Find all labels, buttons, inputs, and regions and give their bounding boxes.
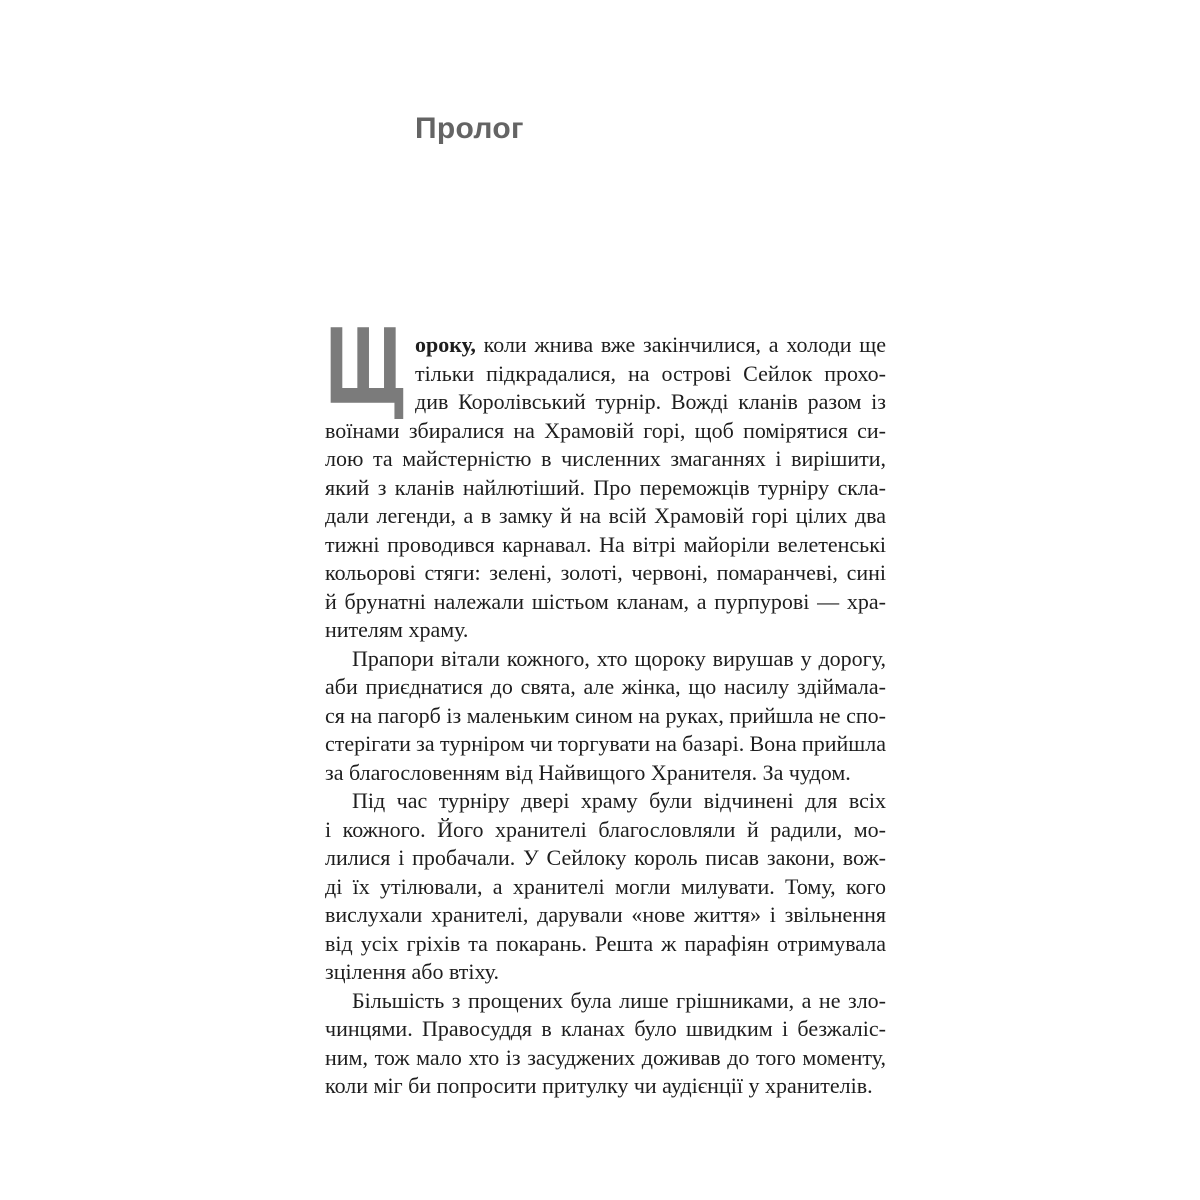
- text-line: який з кланів найлютіший. Про переможців турніру скла-: [325, 474, 886, 500]
- text-line: кольорові стяги: зелені, золоті, червоні, помаранчеві, сині: [325, 560, 886, 585]
- drop-cap: Щ: [325, 308, 407, 428]
- text-line: Більшість з прощених була лише грішниками, а не зло-: [352, 987, 886, 1013]
- bold-lead: ороку,: [415, 332, 476, 357]
- text-line: за благословенням від Найвищого Хранителя. За чудом.: [325, 759, 851, 785]
- body-text: [325, 308, 886, 1101]
- text-line: ним, тож мало хто із засуджених доживав до того моменту,: [325, 1044, 886, 1070]
- paragraphs: [325, 331, 886, 1101]
- text-line: лою та майстерністю в численних змаганнях і вирішити,: [325, 446, 886, 471]
- text-line: воїнами збиралися на Храмовій горі, щоб помірятися си-: [325, 417, 886, 443]
- chapter-title: Пролог: [415, 112, 524, 145]
- text-line: чинцями. Правосуддя в кланах було швидким і безжаліс-: [325, 1016, 886, 1041]
- text-line: вислухали хранителі, дарували «нове життя» і звільнення: [325, 902, 886, 927]
- text-line: ся на пагорб із маленьким сином на руках, прийшла не спо-: [325, 702, 886, 728]
- text-line: нителям храму.: [325, 617, 469, 642]
- text-line: коли міг би попросити притулку чи аудієнції у хранителів.: [325, 1073, 873, 1098]
- text-line: лилися і пробачали. У Сейлоку король писав закони, вож-: [325, 845, 886, 870]
- text-line: тільки підкрадалися, на острові Сейлок прохо-: [415, 360, 886, 386]
- text-line: стерігати за турніром чи торгувати на базарі. Вона прийшла: [325, 731, 886, 756]
- text-line: Під час турніру двері храму були відчинені для всіх: [352, 788, 886, 813]
- text-line: дали легенди, а в замку й на всій Храмовій горі цілих два: [325, 503, 886, 528]
- text-line: аби приєднатися до свята, але жінка, що насилу здіймала-: [325, 674, 886, 699]
- text-line: ді їх утілювали, а хранителі могли милувати. Тому, кого: [325, 873, 886, 899]
- text-line: Прапори вітали кожного, хто щороку вирушав у дорогу,: [352, 645, 886, 671]
- text-line: ороку, коли жнива вже закінчилися, а холоди ще: [415, 332, 886, 357]
- text-line: і кожного. Його хранителі благословляли й радили, мо-: [325, 816, 886, 842]
- text-line: див Королівський турнір. Вожді кланів разом із: [415, 389, 886, 414]
- text-line: тижні проводився карнавал. На вітрі майоріли велетенські: [325, 531, 886, 557]
- text-line: від усіх гріхів та покарань. Решта ж парафіян отримувала: [325, 930, 886, 956]
- text-line: зцілення або втіху.: [325, 959, 499, 984]
- text-line: й брунатні належали шістьом кланам, а пурпурові — хра-: [325, 588, 886, 614]
